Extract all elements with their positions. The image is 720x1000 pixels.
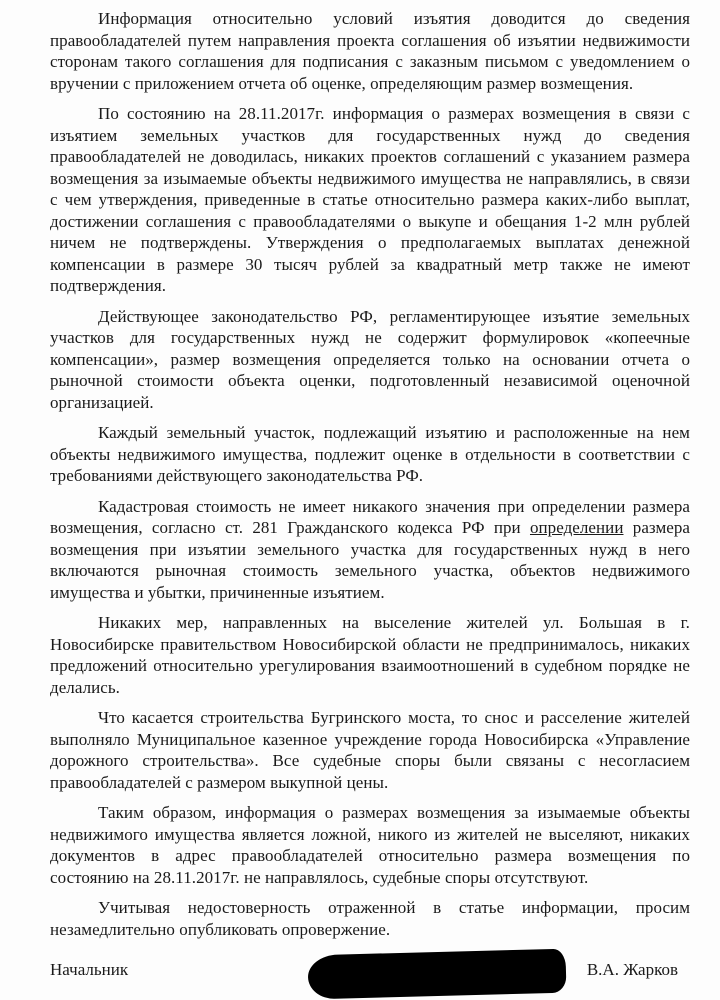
underlined-term: определении [529,518,624,537]
paragraph-1: Информация относительно условий изъятия доводится до сведения правообладателей путем направления проекта соглашения об изъятии недвижимости сторонам такого соглашения для подписания с заказным письмом с уведомлением о вручении с приложением отчета об оценке, определяющим размер возмещения. [50,9,690,93]
document-body [50,8,690,949]
paragraph-5: Кадастровая стоимость не имеет никакого значения при определении размера возмещения, согласно ст. 281 Гражданского кодекса РФ при определении размера возмещения при изъятии земельного участка для государственных нужд в него включаются рыночная стоимость земельного участка, объектов недвижимого имущества и убытки, причиненные изъятием. [50,496,690,602]
paragraph-3: Действующее законодательство РФ, регламентирующее изъятие земельных участков для государственных нужд не содержит формулировок «копеечные компенсации», размер возмещения определяется только на основании отчета о рыночной стоимости объекта оценки, подготовленный независимой оценочной организацией. [50,306,690,412]
paragraph-8: Таким образом, информация о размерах возмещения за изымаемые объекты недвижимого имущества является ложной, никого из жителей не выселяют, никаких документов в адрес правообладателей относительно размера возмещения по состоянию на 28.11.2017г. не направлялось, судебные споры отсутствуют. [50,803,690,887]
signature-block [50,952,690,992]
paragraph-2: По состоянию на 28.11.2017г. информация о размерах возмещения в связи с изъятием земельных участков для государственных нужд до сведения правообладателей не доводилась, никаких проектов соглашений с указанием размера возмещения за изымаемые объекты недвижимого имущества не направлялись, в связи с чем утверждения, приведенные в статье относительно размера каких-либо выплат, достижении соглашения с правообладателями о выкупе и обещания 1-2 млн рублей ничем не подтверждены. Утверждения о предполагаемых выплатах денежной компенсации в размере 30 тысяч рублей за квадратный метр также не имеют подтверждения. [50,104,690,295]
redacted-signature [307,949,566,1000]
paragraph-9: Учитывая недостоверность отраженной в статье информации, просим незамедлительно опубликовать опровержение. [50,898,690,939]
paragraph-4: Каждый земельный участок, подлежащий изъятию и расположенные на нем объекты недвижимого имущества, подлежит оценке в отдельности в соответствии с требованиями действующего законодательства РФ. [50,423,690,485]
signer-title: Начальник [50,960,129,979]
paragraph-6: Никаких мер, направленных на выселение жителей ул. Большая в г. Новосибирске правительством Новосибирской области не предпринималось, никаких предложений относительно урегулирования взаимоотношений в судебном порядке не делались. [50,613,690,697]
paragraph-7: Что касается строительства Бугринского моста, то снос и расселение жителей выполняло Муниципальное казенное учреждение города Новосибирска «Управление дорожного строительства». Все судебные споры были связаны с несогласием правообладателей с размером выкупной цены. [50,708,690,792]
signer-name: В.А. Жарков [586,960,678,979]
